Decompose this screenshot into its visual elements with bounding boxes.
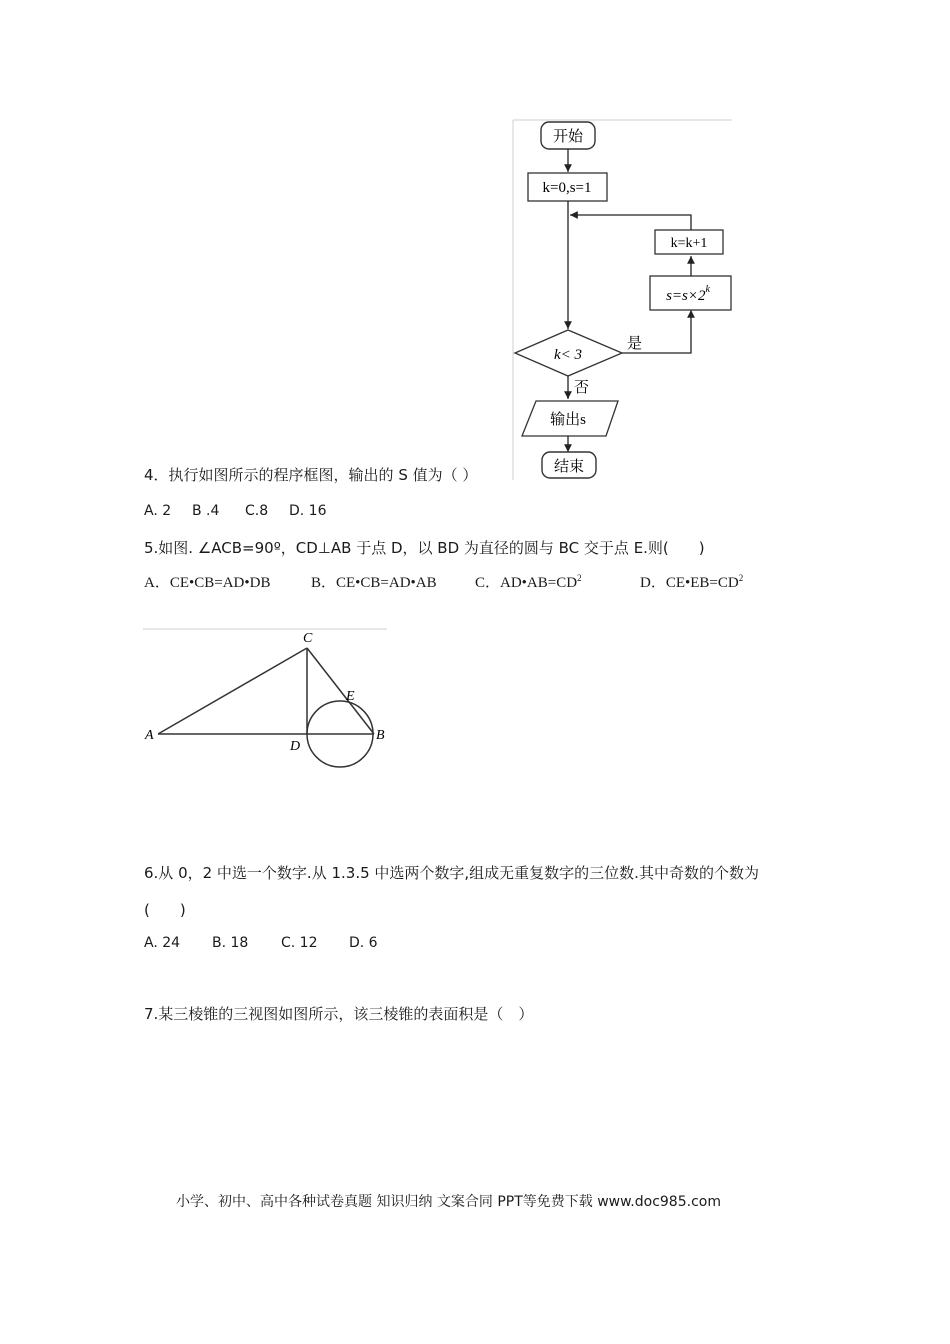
- q4-option-d: D. 16: [289, 503, 327, 519]
- q6-option-d: D. 6: [349, 935, 378, 951]
- flow-step-s-text: $s=s\times 2^k$: [666, 284, 710, 304]
- q6-option-b: B. 18: [212, 935, 249, 951]
- segment-cb: [307, 648, 374, 734]
- q5-stem: 5.如图. ∠ACB=90º，CD⊥AB 于点 D，以 BD 为直径的圆与 BC 交于点 E.则( ): [144, 539, 705, 557]
- q5-option-a: A．CE•CB=AD•DB: [144, 575, 271, 591]
- flow-no-label: 否: [574, 380, 590, 396]
- label-e: E: [346, 689, 355, 704]
- q4-option-b: B .4: [192, 503, 220, 519]
- q6-option-c: C. 12: [281, 935, 318, 951]
- page-footer: 小学、初中、高中各种试卷真题 知识归纳 文案合同 PPT等免费下载 www.doc985.com: [176, 1194, 721, 1210]
- q6-option-a: A. 24: [144, 935, 181, 951]
- label-c: C: [303, 631, 313, 646]
- q4-stem: 4．执行如图所示的程序框图，输出的 S 值为（ ）: [144, 466, 478, 484]
- flow-yes-label: 是: [627, 336, 643, 352]
- q6-paren: ( ): [144, 901, 186, 919]
- label-d: D: [290, 739, 301, 754]
- q7-stem: 7.某三棱锥的三视图如图所示，该三棱锥的表面积是（ ）: [144, 1005, 534, 1023]
- q5-option-d: D．$CE•EB=CD^2$: [640, 573, 744, 591]
- flow-init-text: k=0,s=1: [542, 180, 592, 196]
- flow-output-text: 输出s: [550, 412, 586, 428]
- flow-end-text: 结束: [553, 459, 585, 475]
- q5-option-b: B．CE•CB=AD•AB: [311, 575, 437, 591]
- geometry-figure: [140, 625, 390, 775]
- q4-option-a: A. 2: [144, 503, 172, 519]
- label-a: A: [145, 728, 154, 743]
- flow-start-text: 开始: [552, 129, 584, 145]
- flow-step-k-text: k=k+1: [670, 236, 708, 251]
- q6-stem: 6.从 0，2 中选一个数字.从 1.3.5 中选两个数字,组成无重复数字的三位数.其中奇数的个数为: [144, 864, 759, 882]
- flow-condition-text: k< 3: [553, 347, 583, 363]
- segment-ac: [158, 648, 307, 734]
- q4-option-c: C.8: [245, 503, 269, 519]
- q5-option-c: C．$AD•AB=CD^2$: [475, 573, 582, 591]
- flowchart-figure: [510, 118, 736, 484]
- label-b: B: [376, 728, 385, 743]
